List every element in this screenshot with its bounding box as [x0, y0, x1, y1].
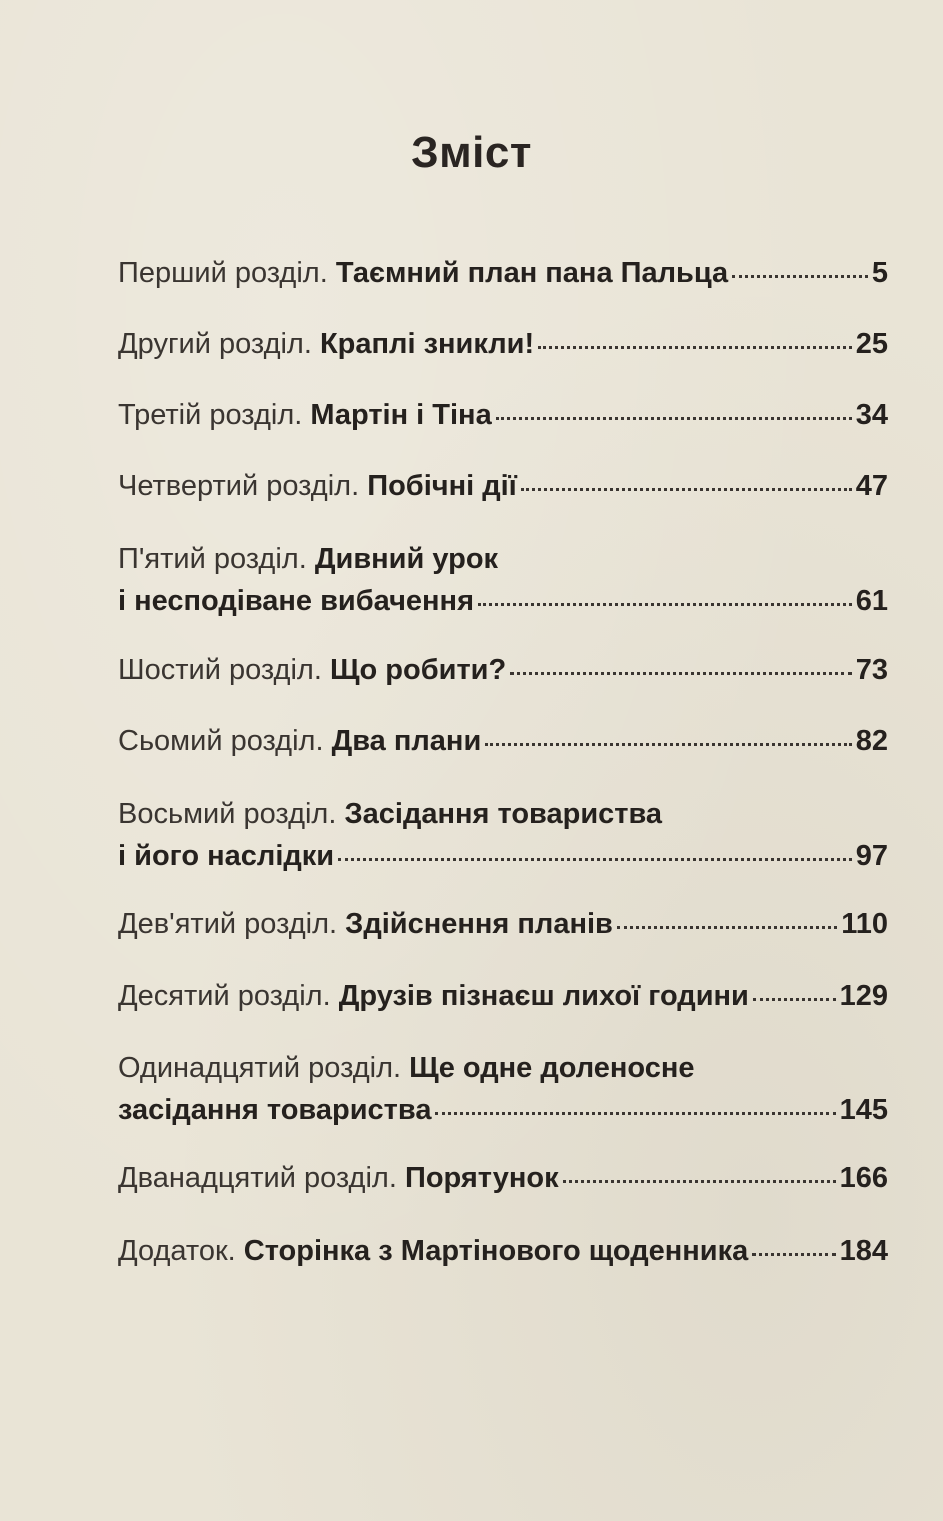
chapter-title: Краплі зникли!: [319, 328, 535, 360]
chapter-label: Четвертий розділ.: [118, 470, 360, 502]
page-number: 145: [839, 1094, 888, 1126]
page-number: 5: [871, 257, 888, 289]
dot-leader: [478, 581, 852, 606]
toc-line: [118, 1091, 888, 1129]
chapter-label: Одинадцятий розділ.: [118, 1052, 402, 1084]
chapter-title: Сторінка з Мартінового щоденника: [243, 1235, 749, 1267]
toc-entry: [118, 1049, 888, 1129]
chapter-title: Дивний урок: [314, 543, 499, 575]
toc-line: [118, 540, 888, 578]
dot-leader: [338, 836, 852, 861]
page-number: 97: [855, 840, 888, 872]
chapter-label: Сьомий розділ.: [118, 725, 324, 757]
dot-leader: [485, 721, 851, 746]
chapter-title: Ще одне доленосне: [409, 1052, 695, 1084]
dot-leader: [617, 904, 837, 929]
toc-line: [118, 254, 888, 292]
dot-leader: [521, 466, 852, 491]
page-number: 82: [855, 725, 888, 757]
toc-line: [118, 905, 888, 943]
toc-line: [118, 1159, 888, 1197]
chapter-title: Здійснення планів: [345, 908, 613, 940]
dot-leader: [732, 253, 868, 278]
toc-entry: [118, 325, 888, 363]
chapter-title: Друзів пізнаєш лихої години: [338, 980, 749, 1012]
chapter-title-continuation: і його наслідки: [118, 840, 335, 872]
chapter-label: Шостий розділ.: [118, 654, 322, 686]
chapter-label: Десятий розділ.: [118, 980, 331, 1012]
toc-entry: [118, 540, 888, 620]
dot-leader: [753, 976, 836, 1001]
chapter-label: Додаток.: [118, 1235, 236, 1267]
page-number: 47: [855, 470, 888, 502]
page-number: 166: [839, 1162, 888, 1194]
chapter-label: Перший розділ.: [118, 257, 328, 289]
dot-leader: [752, 1231, 835, 1256]
chapter-title: Побічні дії: [367, 470, 517, 502]
toc-line: [118, 396, 888, 434]
dot-leader: [510, 650, 852, 675]
page-title: Зміст: [411, 128, 532, 177]
page-number: 73: [855, 654, 888, 686]
chapter-label: Дев'ятий розділ.: [118, 908, 338, 940]
toc-entry: [118, 977, 888, 1015]
chapter-title: Що робити?: [329, 654, 507, 686]
chapter-title: Засідання товариства: [344, 798, 663, 830]
chapter-title: Мартін і Тіна: [310, 399, 492, 431]
toc-line: [118, 582, 888, 620]
toc-entry: [118, 467, 888, 505]
page-number: 184: [839, 1235, 888, 1267]
toc-entry: [118, 795, 888, 875]
toc-line: [118, 977, 888, 1015]
chapter-label: Третій розділ.: [118, 399, 303, 431]
page-number: 25: [855, 328, 888, 360]
chapter-label: Дванадцятий розділ.: [118, 1162, 397, 1194]
toc-entry: [118, 651, 888, 689]
toc-line: [118, 722, 888, 760]
page-number: 61: [855, 585, 888, 617]
toc-line: [118, 795, 888, 833]
chapter-title: Таємний план пана Пальца: [335, 257, 729, 289]
toc-entry: [118, 254, 888, 292]
toc-line: [118, 1049, 888, 1087]
toc-line: [118, 325, 888, 363]
page-number: 110: [841, 908, 888, 940]
toc-entry: [118, 905, 888, 943]
chapter-title-continuation: і несподіване вибачення: [118, 585, 474, 617]
chapter-title-continuation: засідання товариства: [118, 1094, 432, 1126]
dot-leader: [496, 395, 852, 420]
chapter-title: Порятунок: [404, 1162, 559, 1194]
dot-leader: [563, 1158, 836, 1183]
toc-entry: [118, 1232, 888, 1270]
page-number: 129: [839, 980, 888, 1012]
toc-line: [118, 467, 888, 505]
toc-line: [118, 1232, 888, 1270]
toc-entry: [118, 1159, 888, 1197]
toc-entry: [118, 722, 888, 760]
page-number: 34: [855, 399, 888, 431]
chapter-title: Два плани: [331, 725, 482, 757]
toc-line: [118, 651, 888, 689]
chapter-label: Другий розділ.: [118, 328, 312, 360]
toc-entry: [118, 396, 888, 434]
chapter-label: П'ятий розділ.: [118, 543, 307, 575]
dot-leader: [435, 1090, 835, 1115]
dot-leader: [538, 324, 852, 349]
toc-line: [118, 837, 888, 875]
chapter-label: Восьмий розділ.: [118, 798, 337, 830]
